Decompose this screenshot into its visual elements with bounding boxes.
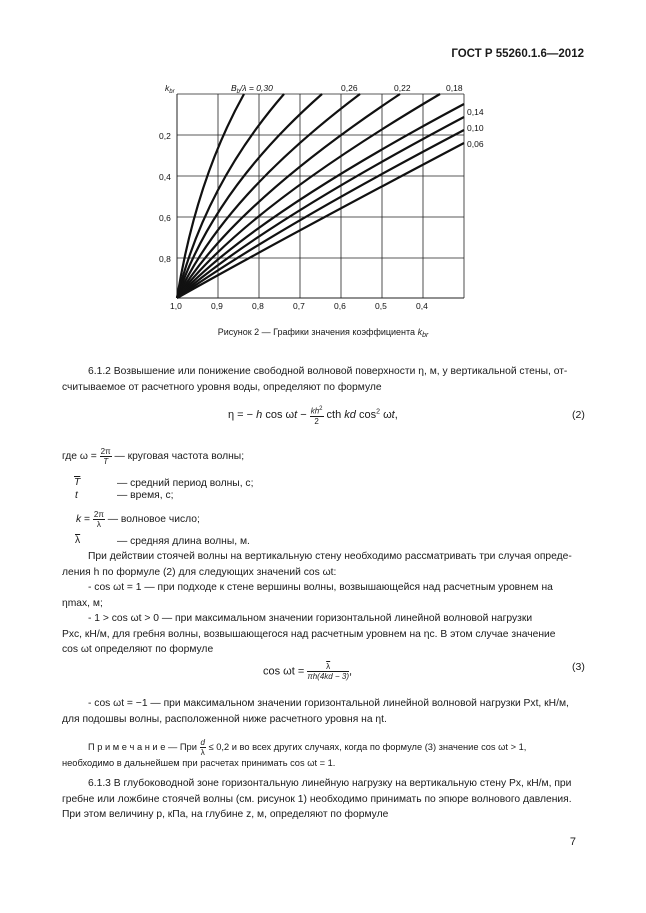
- curve-e: [177, 143, 464, 298]
- case-3: - cos ωt = −1 — при максимальном значении горизонтальной линейной волновой нагрузки Pxt, кН/м, для подошвы волны, расположенной ниже расчетного уровня на ηt.: [62, 698, 569, 725]
- curve-label-right: 0,06: [467, 139, 484, 149]
- formula-2-number: (2): [572, 409, 585, 421]
- case-1: - cos ωt = 1 — при подходе к стене вершины волны, возвышающейся над расчетным уровнем на ηmax, м;: [62, 582, 553, 609]
- section-6-1-2: 6.1.2 Возвышение или понижение свободной волновой поверхности η, м, у вертикальной стены, от- считываемое от расчетного уровня воды, определяют по формуле: [62, 366, 568, 393]
- curve-label-right: 0,10: [467, 123, 484, 133]
- where-lambda-desc: — средняя длина волны, м.: [117, 536, 250, 547]
- x-tick-label: 0,4: [416, 301, 428, 311]
- page-number: 7: [569, 836, 576, 848]
- where-T-desc: — средний период волны, с;: [117, 478, 254, 489]
- x-tick-label: 0,8: [252, 301, 264, 311]
- series-param-label: $B_b/\lambda = 0,30$: [231, 83, 273, 95]
- standard-id: ГОСТ Р 55260.1.6—2012: [451, 48, 584, 60]
- y-tick-label: 0,2: [159, 131, 171, 141]
- curve-label-right: 0,14: [467, 107, 484, 117]
- x-tick-label: 0,6: [334, 301, 346, 311]
- formula-3-number: (3): [572, 661, 585, 673]
- where-lambda: $\overline{\lambda}$: [75, 535, 81, 546]
- y-axis-label: $k_{br}$: [165, 83, 175, 95]
- curve-0-18: [177, 94, 360, 298]
- y-tick-label: 0,8: [159, 254, 171, 264]
- y-tick-label: 0,6: [159, 213, 171, 223]
- formula-2: η = − h cos ωt − $\frac{kh^2}{2}$ cth kd $\cos^2 \omega t$,: [228, 406, 398, 426]
- where-k: k = $\frac{2\pi}{\lambda}$ — волновое число;: [76, 510, 200, 529]
- formula-3: cos ωt = $\frac{\overline{\lambda}}{\pi h(4kd - 3)}$ ,: [263, 662, 353, 681]
- kbr-chart: [150, 78, 490, 318]
- curve-label-top: 0,18: [446, 83, 463, 93]
- note: П р и м е ч а н и е — При $\frac{d}{\lambda}$ ≤ 0,2 и во всех других случаях, когда по формуле (3) значение cos ωt > 1,: [88, 738, 527, 757]
- where-omega: где ω = $\frac{2\pi}{T}$ — круговая частота волны;: [62, 447, 245, 466]
- figure-caption: Рисунок 2 — Графики значения коэффициента $k_{br}$: [217, 327, 429, 339]
- where-T: $\overline{T}$: [74, 477, 81, 488]
- case-2: - 1 > cos ωt > 0 — при максимальном значении горизонтальной линейной волновой нагрузки Pxc, кН/м, для гребня волны, возвышающегося над расчетным уровнем на ηc. В этом случае значение cos ωt определяют по формуле: [62, 613, 556, 655]
- x-tick-label: 1,0: [170, 301, 182, 311]
- standing-wave-intro: При действии стоячей волны на вертикальную стену необходимо рассматривать три случая опреде- ления h по формуле (2) для следующих значений cos ωt:: [62, 551, 572, 578]
- where-t: t: [75, 490, 78, 501]
- where-t-desc: — время, с;: [117, 490, 174, 501]
- x-tick-label: 0,9: [211, 301, 223, 311]
- curve-label-top: 0,26: [341, 83, 358, 93]
- section-6-1-3: 6.1.3 В глубоководной зоне горизонтальную линейную нагрузку на вертикальную стену Px, кН/м, при гребне или ложбине стоячей волны (см. рисунок 1) необходимо принимать по эпюре волнового давления. При этом величину p, кПа, на глубине z, м, определяют по формуле: [62, 778, 572, 820]
- x-tick-label: 0,7: [293, 301, 305, 311]
- curve-label-top: 0,22: [394, 83, 411, 93]
- note-cont: необходимо в дальнейшем при расчетах принимать cos ωt = 1.: [62, 758, 336, 768]
- x-tick-label: 0,5: [375, 301, 387, 311]
- chart-curves: [177, 94, 464, 298]
- y-tick-label: 0,4: [159, 172, 171, 182]
